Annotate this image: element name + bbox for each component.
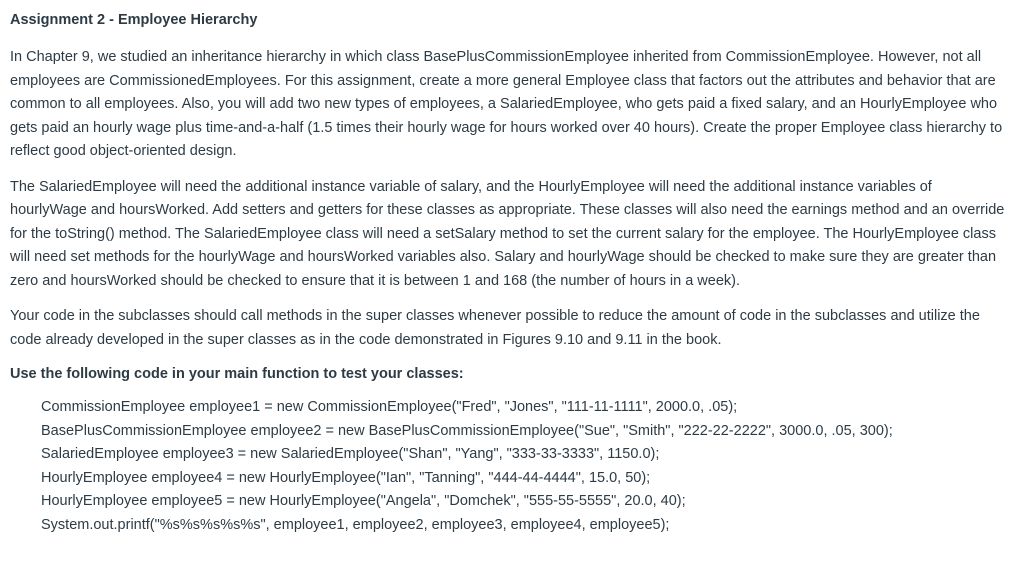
code-line: CommissionEmployee employee1 = new CommissionEmployee("Fred", "Jones", "111-11-1111", 2000.0, .05); (41, 399, 738, 415)
code-line: BasePlusCommissionEmployee employee2 = new BasePlusCommissionEmployee("Sue", "Smith", "222-22-2222", 3000.0, .05, 300); (41, 422, 893, 439)
code-heading: Use the following code in your main function to test your classes: (10, 366, 464, 382)
code-line: HourlyEmployee employee5 = new HourlyEmployee("Angela", "Domchek", "555-55-5555", 20.0, 40); (41, 493, 686, 509)
page-title: Assignment 2 - Employee Hierarchy (10, 12, 258, 28)
code-line: SalariedEmployee employee3 = new SalariedEmployee("Shan", "Yang", "333-33-3333", 1150.0); (41, 446, 660, 462)
code-line: System.out.printf("%s%s%s%s%s", employee1, employee2, employee3, employee4, employee5); (41, 516, 670, 533)
paragraph-requirements: The SalariedEmployee will need the additional instance variable of salary, and the HourlyEmployee will need the additional instance variables of hourlyWage and hoursWorked. Add setters and getters for these classes as appropriate. These classes will also need the earnings method and an override for the toString() method. The SalariedEmployee class will need a setSalary method to set the current salary for the employee. The HourlyEmployee class will need set methods for the hourlyWage and hoursWorked variables also. Salary and hourlyWage should be checked to make sure they are greater than zero and hoursWorked should be checked to ensure that it is between 1 and 168 (the number of hours in a week). (10, 178, 1005, 289)
paragraph-intro: In Chapter 9, we studied an inheritance hierarchy in which class BasePlusCommissionEmployee inherited from CommissionEmployee. However, not all employees are CommissionedEmployees. For this assignment, create a more general Employee class that factors out the attributes and behavior that are common to all employees. Also, you will add two new types of employees, a SalariedEmployee, who gets paid a fixed salary, and an HourlyEmployee who gets paid an hourly wage plus time-and-a-half (1.5 times their hourly wage for hours worked over 40 hours). Create the proper Employee class hierarchy to reflect good object-oriented design. (10, 49, 1003, 159)
paragraph-reuse: Your code in the subclasses should call methods in the super classes whenever possible to reduce the amount of code in the subclasses and utilize the code already developed in the super classes as in the code demonstrated in Figures 9.10 and 9.11 in the book. (10, 308, 980, 348)
code-line: HourlyEmployee employee4 = new HourlyEmployee("Ian", "Tanning", "444-44-4444", 15.0, 50); (41, 469, 651, 486)
test-code-block (41, 396, 1010, 537)
